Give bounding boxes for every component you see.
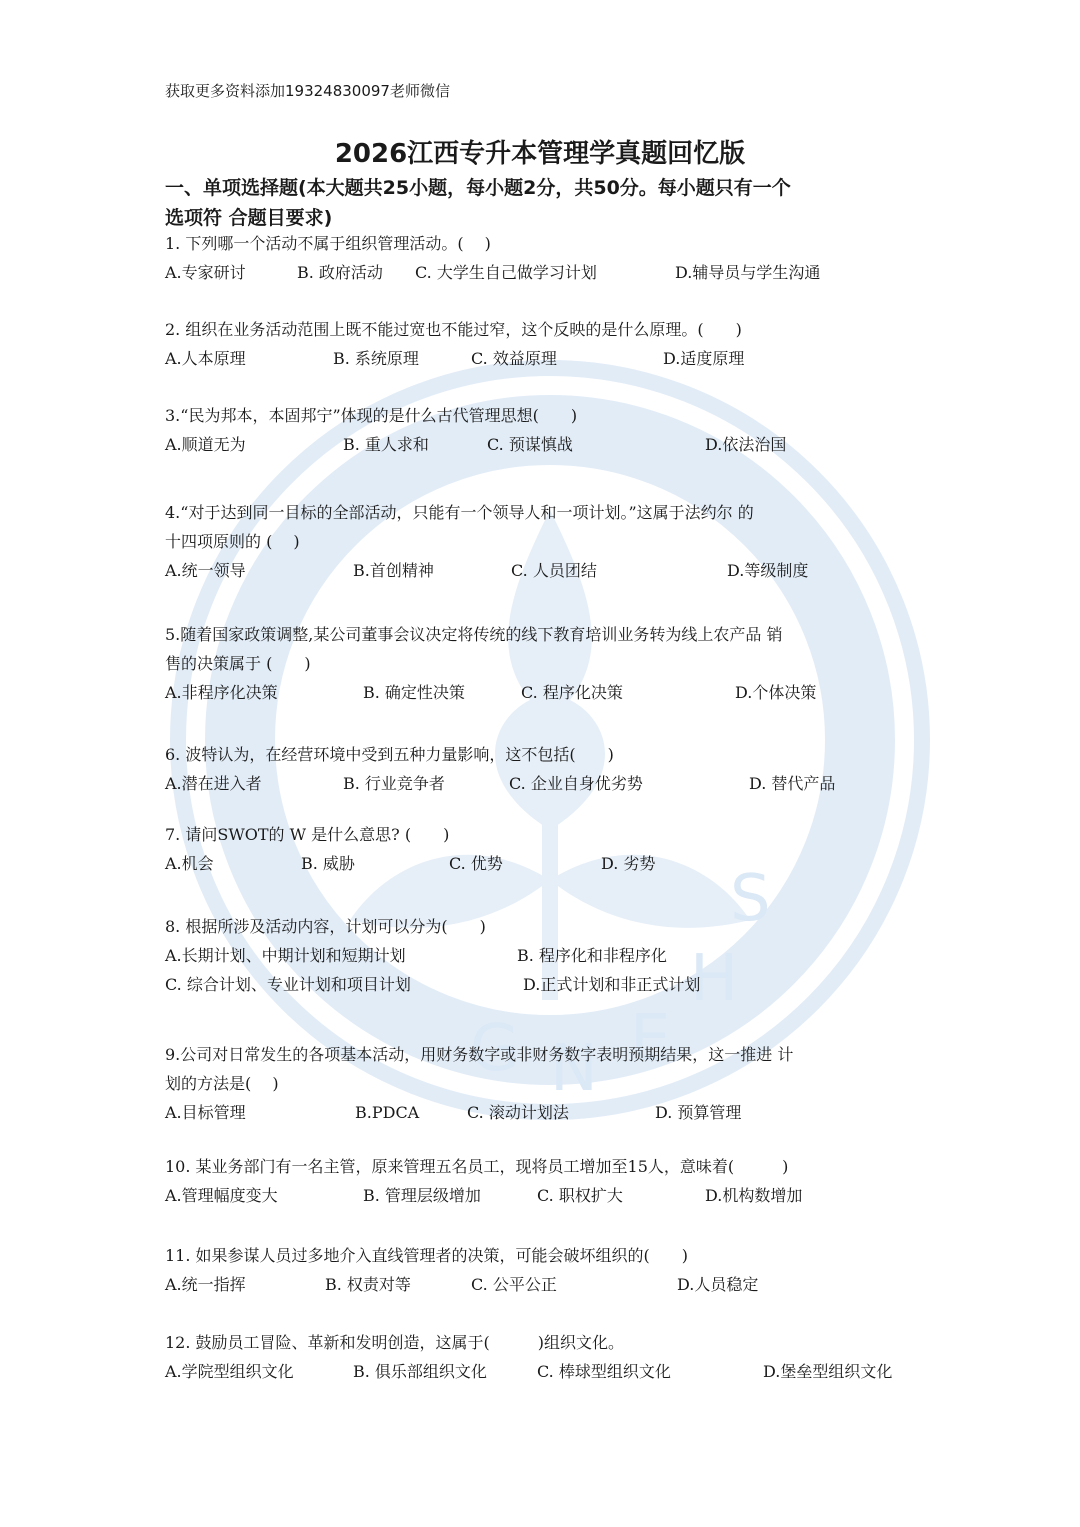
watermark-letter: G: [470, 1012, 520, 1086]
question-stem: 8. 根据所涉及活动内容，计划可以分为( ): [165, 917, 486, 936]
answer-option: B. 政府活动: [297, 263, 383, 282]
answer-option: C. 公平公正: [471, 1275, 557, 1294]
answer-option: D.人员稳定: [677, 1275, 759, 1294]
answer-option: A.统一指挥: [165, 1275, 246, 1294]
answer-option: D. 替代产品: [749, 774, 836, 793]
answer-option: B. 管理层级增加: [363, 1186, 481, 1205]
question-stem: 2. 组织在业务活动范围上既不能过宽也不能过窄，这个反映的是什么原理。( ): [165, 320, 742, 339]
section-heading: [165, 173, 915, 233]
answer-option: B.首创精神: [353, 561, 434, 580]
answer-option: D. 预算管理: [655, 1103, 742, 1122]
answer-option: C. 企业自身优劣势: [509, 774, 643, 793]
question-block: [165, 740, 925, 798]
answer-option: A.管理幅度变大: [165, 1186, 278, 1205]
answer-option: B. 系统原理: [333, 349, 419, 368]
answer-option: D.辅导员与学生沟通: [675, 263, 821, 282]
answer-option: A.目标管理: [165, 1103, 246, 1122]
option-row: [165, 678, 925, 707]
page-title: 2026江西专升本管理学真题回忆版: [334, 139, 746, 169]
question-stem: 3.“民为邦本，本固邦宁”体现的是什么古代管理思想( ): [165, 406, 578, 425]
question-block: [165, 620, 925, 707]
answer-option: D.机构数增加: [705, 1186, 803, 1205]
question-stem: 6. 波特认为，在经营环境中受到五种力量影响，这不包括( ): [165, 745, 614, 764]
answer-option: B.PDCA: [355, 1103, 420, 1122]
answer-option: C. 职权扩大: [537, 1186, 623, 1205]
option-row: [165, 769, 925, 798]
answer-option: A.非程序化决策: [165, 683, 278, 702]
header-note: 获取更多资料添加19324830097老师微信: [165, 82, 450, 100]
answer-option: D.依法治国: [705, 435, 787, 454]
option-row: [165, 1181, 925, 1210]
answer-option: B. 俱乐部组织文化: [353, 1362, 487, 1381]
question-stem: 5.随着国家政策调整,某公司董事会议决定将传统的线下教育培训业务转为线上农产品 销: [165, 625, 783, 644]
answer-option: C. 综合计划、专业计划和项目计划: [165, 975, 411, 994]
answer-option: A.潜在进入者: [165, 774, 262, 793]
answer-option: D.正式计划和非正式计划: [523, 975, 701, 994]
question-block: [165, 401, 925, 459]
answer-option: D.等级制度: [727, 561, 809, 580]
answer-option: D.适度原理: [663, 349, 745, 368]
question-stem: 10. 某业务部门有一名主管，原来管理五名员工，现将员工增加至15人，意味着( ): [165, 1157, 789, 1176]
watermark-letter: H: [690, 942, 739, 1016]
answer-option: C. 优势: [449, 854, 503, 873]
option-row: [165, 941, 925, 970]
option-row: [165, 430, 925, 459]
answer-option: C. 效益原理: [471, 349, 557, 368]
answer-option: A.人本原理: [165, 349, 246, 368]
answer-option: A.统一领导: [165, 561, 246, 580]
answer-option: D.堡垒型组织文化: [763, 1362, 893, 1381]
question-block: [165, 912, 925, 999]
watermark-letter: E: [630, 1002, 671, 1076]
question-stem: 12. 鼓励员工冒险、革新和发明创造，这属于( )组织文化。: [165, 1333, 625, 1352]
option-row: [165, 1357, 925, 1386]
option-row: [165, 849, 925, 878]
question-stem: 9.公司对日常发生的各项基本活动，用财务数字或非财务数字表明预期结果，这一推进 计: [165, 1045, 794, 1064]
answer-option: C. 预谋慎战: [487, 435, 573, 454]
option-row: [165, 344, 925, 373]
question-block: [165, 820, 925, 878]
question-stem: 售的决策属于 ( ): [165, 654, 311, 673]
question-block: [165, 1152, 925, 1210]
section-heading-line: 一、单项选择题(本大题共25小题，每小题2分，共50分。每小题只有一个: [165, 177, 791, 199]
answer-option: A.学院型组织文化: [165, 1362, 294, 1381]
answer-option: D. 劣势: [601, 854, 656, 873]
option-row: [165, 556, 925, 585]
question-block: [165, 498, 925, 585]
option-row: [165, 1270, 925, 1299]
answer-option: C. 滚动计划法: [467, 1103, 569, 1122]
option-row: [165, 258, 925, 287]
answer-option: D.个体决策: [735, 683, 817, 702]
question-stem: 十四项原则的 ( ): [165, 532, 300, 551]
watermark-letter: S: [730, 862, 771, 936]
option-row: [165, 1098, 925, 1127]
question-block: [165, 1241, 925, 1299]
question-block: [165, 229, 925, 287]
watermark-letter: N: [550, 1032, 598, 1106]
answer-option: A.长期计划、中期计划和短期计划: [165, 946, 406, 965]
option-row: [165, 970, 925, 999]
answer-option: C. 棒球型组织文化: [537, 1362, 671, 1381]
answer-option: C. 大学生自己做学习计划: [415, 263, 597, 282]
question-block: [165, 1328, 925, 1386]
answer-option: C. 人员团结: [511, 561, 597, 580]
question-stem: 划的方法是( ): [165, 1074, 279, 1093]
question-stem: 4.“对于达到同一目标的全部活动，只能有一个领导人和一项计划。”这属于法约尔 的: [165, 503, 754, 522]
answer-option: B. 重人求和: [343, 435, 429, 454]
answer-option: A.顺道无为: [165, 435, 246, 454]
answer-option: B. 权责对等: [325, 1275, 411, 1294]
question-block: [165, 1040, 925, 1127]
answer-option: B. 确定性决策: [363, 683, 465, 702]
answer-option: B. 威胁: [301, 854, 355, 873]
answer-option: A.机会: [165, 854, 214, 873]
question-block: [165, 315, 925, 373]
question-stem: 7. 请问SWOT的 W 是什么意思? ( ): [165, 825, 450, 844]
answer-option: C. 程序化决策: [521, 683, 623, 702]
question-stem: 1. 下列哪一个活动不属于组织管理活动。( ): [165, 234, 491, 253]
section-heading-line: 选项符 合题目要求): [165, 207, 333, 229]
answer-option: A.专家研讨: [165, 263, 246, 282]
answer-option: B. 程序化和非程序化: [517, 946, 667, 965]
question-stem: 11. 如果参谋人员过多地介入直线管理者的决策，可能会破坏组织的( ): [165, 1246, 689, 1265]
answer-option: B. 行业竞争者: [343, 774, 445, 793]
